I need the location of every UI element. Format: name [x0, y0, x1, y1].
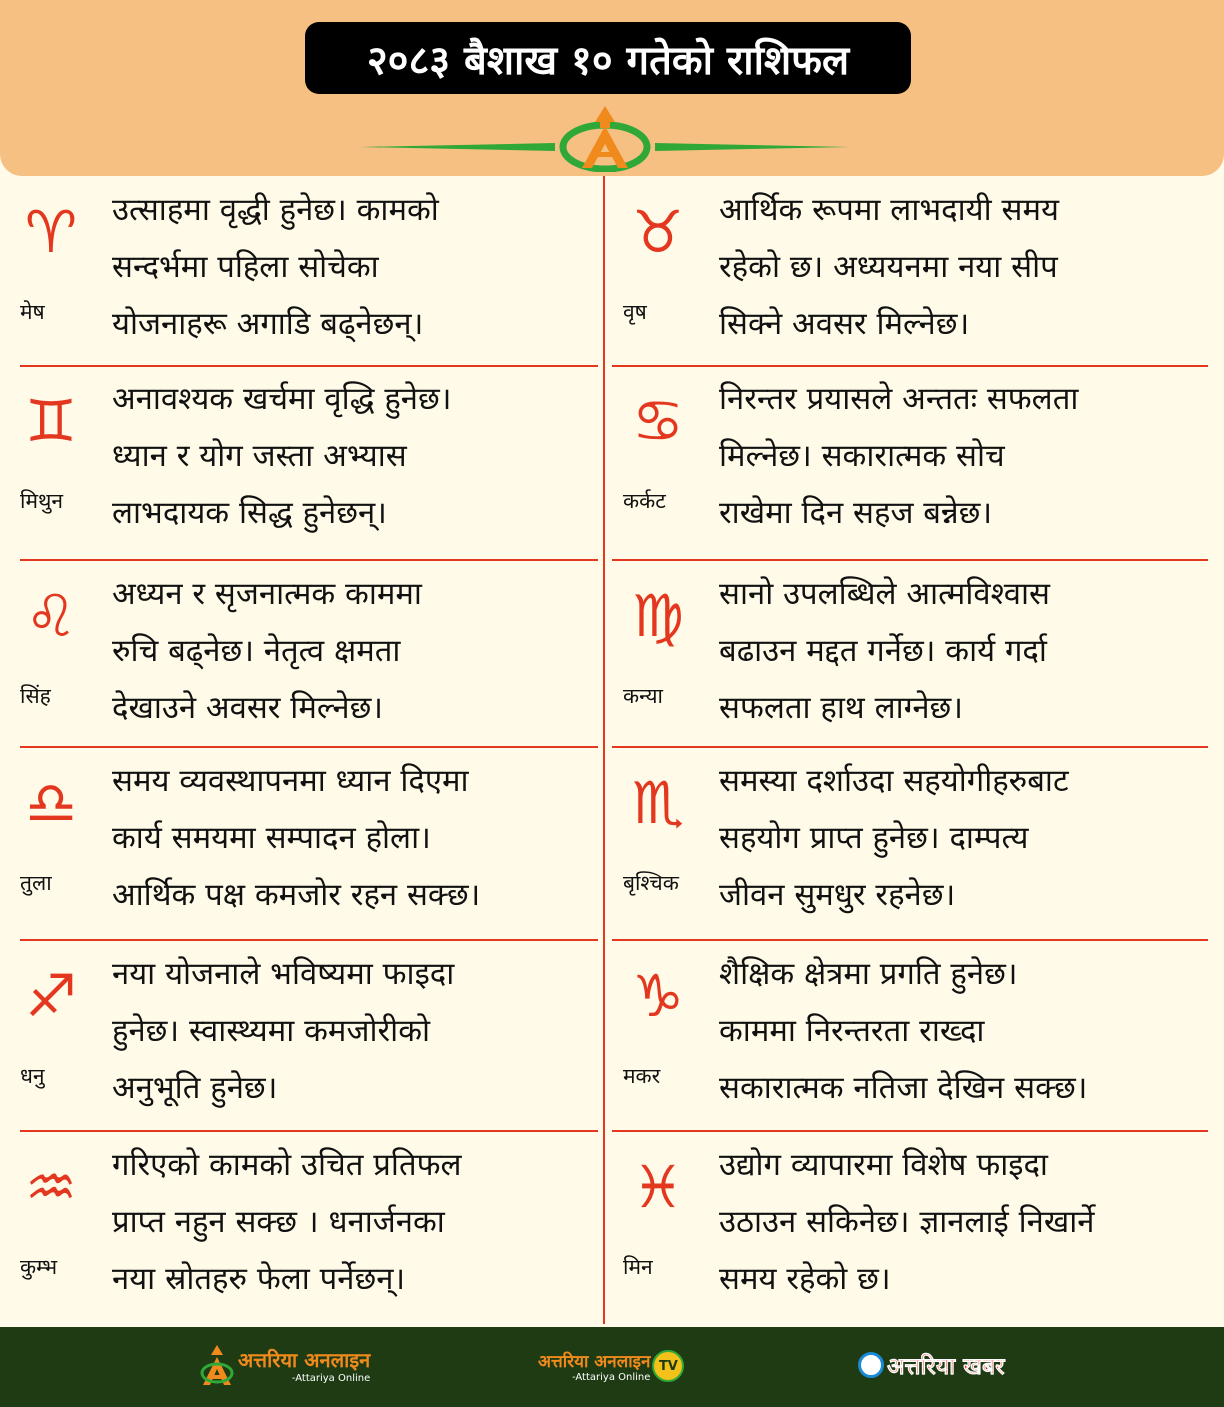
prediction-line: उठाउन सकिनेछ। ज्ञानलाई निखार्ने	[719, 1204, 1095, 1240]
prediction-line: सहयोग प्राप्त हुनेछ। दाम्पत्य	[719, 820, 1029, 856]
footer	[0, 1327, 1224, 1407]
prediction-text	[719, 566, 1050, 737]
row-divider	[20, 1130, 598, 1132]
gemini-icon: ♊	[25, 387, 77, 455]
prediction-text	[112, 1137, 462, 1308]
sign-name: कन्या	[623, 684, 663, 708]
prediction-line: राखेमा दिन सहज बन्नेछ।	[719, 495, 993, 531]
row-divider	[612, 365, 1208, 367]
prediction-line: समय व्यवस्थापनमा ध्यान दिएमा	[112, 763, 469, 799]
prediction-line: देखाउने अवसर मिल्नेछ।	[112, 690, 384, 726]
prediction-line: प्राप्त नहुन सक्छ । धनार्जनका	[112, 1204, 445, 1240]
prediction-line: नया स्रोतहरु फेला पर्नेछन्।	[112, 1261, 406, 1297]
sign-name: कर्कट	[623, 489, 666, 513]
prediction-text	[719, 946, 1087, 1117]
sign-name: मिथुन	[20, 489, 64, 513]
capricorn-icon: ♑	[632, 962, 684, 1030]
prediction-line: काममा निरन्तरता राख्दा	[719, 1013, 985, 1049]
prediction-line: आर्थिक पक्ष कमजोर रहन सक्छ।	[112, 877, 481, 913]
row-divider	[612, 746, 1208, 748]
prediction-line: निरन्तर प्रयासले अन्ततः सफलता	[719, 381, 1079, 417]
emblem-logo-icon	[360, 100, 850, 172]
libra-icon: ♎	[25, 769, 77, 837]
row-divider	[20, 746, 598, 748]
logo2-text: अत्तरिया अनलाइन	[538, 1352, 651, 1372]
logo2-sub: -Attariya Online	[572, 1372, 651, 1383]
logo3-text: अत्तरिया खबर	[887, 1354, 1005, 1380]
sign-name: मिन	[623, 1255, 653, 1279]
prediction-text	[112, 753, 480, 924]
sign-cell-11	[605, 1131, 1224, 1324]
sign-cell-9	[605, 940, 1224, 1131]
sign-cell-3	[605, 365, 1224, 560]
prediction-line: लाभदायक सिद्ध हुनेछन्।	[112, 495, 387, 531]
prediction-line: नया योजनाले भविष्यमा फाइदा	[112, 956, 455, 992]
row-divider	[20, 559, 598, 561]
prediction-text	[719, 182, 1059, 353]
prediction-line: समय रहेको छ।	[719, 1261, 891, 1297]
prediction-line: जीवन सुमधुर रहनेछ।	[719, 877, 956, 913]
prediction-text	[112, 182, 439, 353]
prediction-line: सफलता हाथ लाग्नेछ।	[719, 690, 964, 726]
logo1-sub: -Attariya Online	[291, 1373, 371, 1384]
leo-icon: ♌	[25, 582, 77, 650]
attariya-a-icon	[200, 1343, 234, 1387]
prediction-line: शैक्षिक क्षेत्रमा प्रगति हुनेछ।	[719, 956, 1018, 992]
sign-cell-7	[605, 747, 1224, 940]
horoscope-grid	[0, 176, 1224, 1324]
row-divider	[612, 939, 1208, 941]
sign-name: धनु	[20, 1064, 45, 1088]
tv-badge-icon: TV	[652, 1350, 684, 1382]
pisces-icon: ♓	[632, 1153, 684, 1221]
prediction-line: रहेको छ। अध्ययनमा नया सीप	[719, 249, 1058, 285]
attariya-online-tv-logo[interactable]	[538, 1349, 684, 1383]
prediction-line: योजनाहरू अगाडि बढ्नेछन्।	[112, 306, 424, 342]
prediction-line: सिक्ने अवसर मिल्नेछ।	[719, 306, 970, 342]
sign-name: मेष	[20, 300, 45, 324]
attariya-online-logo[interactable]	[200, 1343, 370, 1387]
prediction-text	[112, 371, 451, 542]
prediction-text	[112, 946, 454, 1117]
attariya-khabar-logo[interactable]	[858, 1349, 1005, 1381]
prediction-text	[112, 566, 422, 737]
taurus-icon: ♉	[632, 198, 684, 266]
globe-icon	[858, 1352, 884, 1378]
prediction-line: मिल्नेछ। सकारात्मक सोच	[719, 438, 1005, 474]
title-box	[305, 22, 911, 94]
prediction-line: सन्दर्भमा पहिला सोचेका	[112, 249, 379, 285]
prediction-line: गरिएको कामको उचित प्रतिफल	[112, 1147, 462, 1183]
sign-cell-0	[0, 176, 603, 365]
row-divider	[612, 559, 1208, 561]
prediction-line: अध्यन र सृजनात्मक काममा	[112, 576, 422, 612]
prediction-line: उद्योग व्यापारमा विशेष फाइदा	[719, 1147, 1048, 1183]
prediction-text	[719, 1137, 1094, 1308]
page-title: २०८३ बैशाख १० गतेको राशिफल	[366, 37, 850, 84]
row-divider	[20, 365, 598, 367]
row-divider	[612, 1130, 1208, 1132]
sign-cell-8	[0, 940, 603, 1131]
prediction-line: रुचि बढ्नेछ। नेतृत्व क्षमता	[112, 633, 401, 669]
sagittarius-icon: ♐	[25, 962, 77, 1030]
sign-name: बृश्चिक	[623, 871, 679, 895]
header-banner	[0, 0, 1224, 176]
prediction-line: समस्या दर्शाउदा सहयोगीहरुबाट	[719, 763, 1069, 799]
sign-cell-5	[605, 560, 1224, 747]
sign-cell-2	[0, 365, 603, 560]
prediction-line: बढाउन मद्दत गर्नेछ। कार्य गर्दा	[719, 633, 1047, 669]
cancer-icon: ♋	[632, 387, 684, 455]
sign-name: मकर	[623, 1064, 661, 1088]
prediction-text	[719, 753, 1069, 924]
prediction-line: अनावश्यक खर्चमा वृद्धि हुनेछ।	[112, 381, 452, 417]
prediction-line: सकारात्मक नतिजा देखिन सक्छ।	[719, 1070, 1088, 1106]
logo1-text: अत्तरिया अनलाइन	[238, 1348, 371, 1372]
prediction-line: ध्यान र योग जस्ता अभ्यास	[112, 438, 407, 474]
prediction-line: कार्य समयमा सम्पादन होला।	[112, 820, 431, 856]
sign-cell-4	[0, 560, 603, 747]
aquarius-icon: ♒	[25, 1153, 77, 1221]
sign-name: सिंह	[20, 684, 51, 708]
prediction-line: अनुभूति हुनेछ।	[112, 1070, 278, 1106]
sign-cell-10	[0, 1131, 603, 1324]
prediction-text	[719, 371, 1078, 542]
prediction-line: आर्थिक रूपमा लाभदायी समय	[719, 192, 1059, 228]
prediction-line: सानो उपलब्धिले आत्मविश्वास	[719, 576, 1050, 612]
scorpio-icon: ♏	[632, 769, 684, 837]
virgo-icon: ♍	[632, 582, 684, 650]
row-divider	[20, 939, 598, 941]
sign-name: कुम्भ	[20, 1255, 58, 1279]
sign-name: वृष	[623, 300, 647, 324]
prediction-line: उत्साहमा वृद्धी हुनेछ। कामको	[112, 192, 439, 228]
sign-name: तुला	[20, 871, 52, 895]
aries-icon: ♈	[25, 198, 77, 266]
sign-cell-6	[0, 747, 603, 940]
sign-cell-1	[605, 176, 1224, 365]
prediction-line: हुनेछ। स्वास्थ्यमा कमजोरीको	[112, 1013, 431, 1049]
